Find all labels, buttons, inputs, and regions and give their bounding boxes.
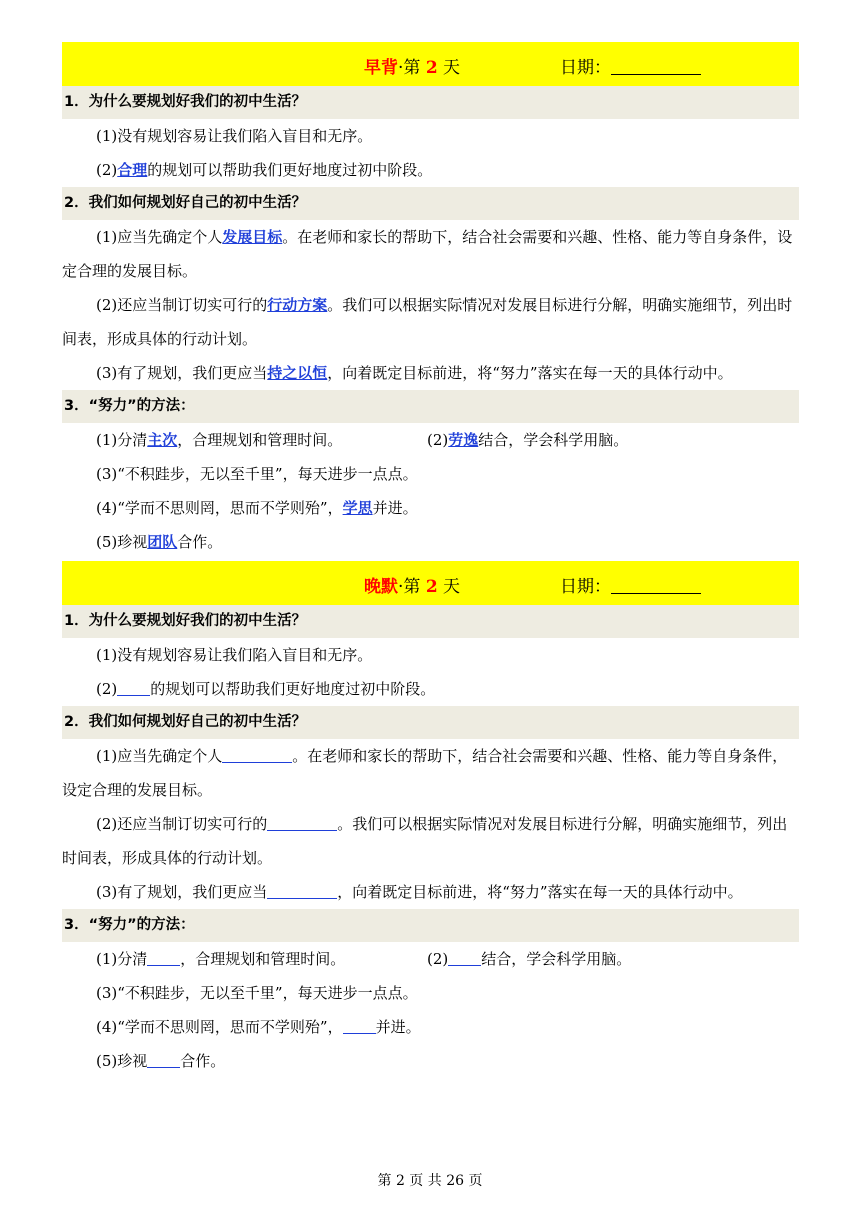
title-dot: · xyxy=(398,58,404,78)
evening-title-bar xyxy=(62,561,799,605)
paragraph: (2) 的规划可以帮助我们更好地度过初中阶段。 xyxy=(96,680,436,698)
paragraph: (3)“不积跬步，无以至千里”，每天进步一点点。 xyxy=(96,465,418,483)
fill-blank[interactable] xyxy=(267,815,337,831)
question-heading: 2．我们如何规划好自己的初中生活？ xyxy=(62,706,799,739)
paragraph: (2)还应当制订切实可行的行动方案。我们可以根据实际情况对发展目标进行分解，明确实施细节，列出时间表，形成具体的行动计划。 xyxy=(62,296,793,348)
paragraph: (4)“学而不思则罔，思而不学则殆”，学思并进。 xyxy=(96,499,418,517)
question-heading: 1．为什么要规划好我们的初中生活？ xyxy=(62,605,799,638)
morning-date xyxy=(560,53,701,78)
paragraph: (3)有了规划，我们更应当 ，向着既定目标前进，将“努力”落实在每一天的具体行动中。 xyxy=(96,883,743,901)
fill-blank[interactable] xyxy=(147,1052,180,1068)
paragraph: (2)合理的规划可以帮助我们更好地度过初中阶段。 xyxy=(96,161,433,179)
paragraph: (5)珍视 合作。 xyxy=(96,1052,226,1070)
paragraph: (1)应当先确定个人 。在老师和家长的帮助下，结合社会需要和兴趣、性格、能力等自身条件，设定合理的发展目标。 xyxy=(62,747,788,799)
fill-blank[interactable] xyxy=(147,950,180,966)
answer-text: 劳逸 xyxy=(448,431,479,449)
paragraph: (3)“不积跬步，无以至千里”，每天进步一点点。 xyxy=(96,984,418,1002)
date-label: 日期： xyxy=(560,577,611,597)
paragraph: (4)“学而不思则罔，思而不学则殆”， 并进。 xyxy=(96,1018,421,1036)
date-blank[interactable] xyxy=(611,58,701,75)
paragraph: (5)珍视团队合作。 xyxy=(96,533,223,551)
morning-title-label: 早背 xyxy=(364,58,398,78)
page-footer: 第 2 页 共 26 页 xyxy=(377,1173,483,1189)
paragraph: (1)应当先确定个人发展目标。在老师和家长的帮助下，结合社会需要和兴趣、性格、能力等自身条件，设定合理的发展目标。 xyxy=(62,228,793,280)
title-day-number: 2 xyxy=(425,58,438,78)
fill-blank[interactable] xyxy=(343,1018,376,1034)
answer-text: 学思 xyxy=(342,499,373,517)
question-heading: 1．为什么要规划好我们的初中生活？ xyxy=(62,86,799,119)
paragraph: (1)没有规划容易让我们陷入盲目和无序。 xyxy=(96,646,373,664)
question-heading: 3．“努力”的方法： xyxy=(62,909,799,942)
title-dot: · xyxy=(398,577,404,597)
fill-blank[interactable] xyxy=(117,680,150,696)
answer-text: 合理 xyxy=(117,161,148,179)
fill-blank[interactable] xyxy=(448,950,481,966)
answer-text: 持之以恒 xyxy=(267,364,328,382)
answer-text: 发展目标 xyxy=(222,228,283,246)
worksheet-page xyxy=(62,42,799,1078)
answer-text: 团队 xyxy=(147,533,178,551)
answer-text: 行动方案 xyxy=(267,296,328,314)
fill-blank[interactable] xyxy=(222,747,292,763)
fill-blank[interactable] xyxy=(267,883,337,899)
paragraph: (3)有了规划，我们更应当持之以恒，向着既定目标前进，将“努力”落实在每一天的具体行动中。 xyxy=(96,364,733,382)
evening-date xyxy=(560,572,701,597)
answer-text: 主次 xyxy=(147,431,178,449)
title-day-suffix: 天 xyxy=(437,58,461,78)
question-heading: 2．我们如何规划好自己的初中生活？ xyxy=(62,187,799,220)
title-day-number: 2 xyxy=(425,577,438,597)
paragraph: (1)没有规划容易让我们陷入盲目和无序。 xyxy=(96,127,373,145)
evening-title xyxy=(364,572,460,597)
date-label: 日期： xyxy=(560,58,611,78)
paragraph: (1)分清 ，合理规划和管理时间。 (2) 结合，学会科学用脑。 xyxy=(96,950,632,968)
date-blank[interactable] xyxy=(611,577,701,594)
paragraph: (1)分清主次，合理规划和管理时间。 (2)劳逸结合，学会科学用脑。 xyxy=(96,431,629,449)
paragraph: (2)还应当制订切实可行的 。我们可以根据实际情况对发展目标进行分解，明确实施细节，列出时间表，形成具体的行动计划。 xyxy=(62,815,788,867)
title-day: 第 xyxy=(403,577,426,597)
question-heading: 3．“努力”的方法： xyxy=(62,390,799,423)
morning-title xyxy=(364,53,460,78)
morning-title-bar xyxy=(62,42,799,86)
evening-title-label: 晚默 xyxy=(364,577,398,597)
title-day-suffix: 天 xyxy=(437,577,461,597)
title-day: 第 xyxy=(403,58,426,78)
